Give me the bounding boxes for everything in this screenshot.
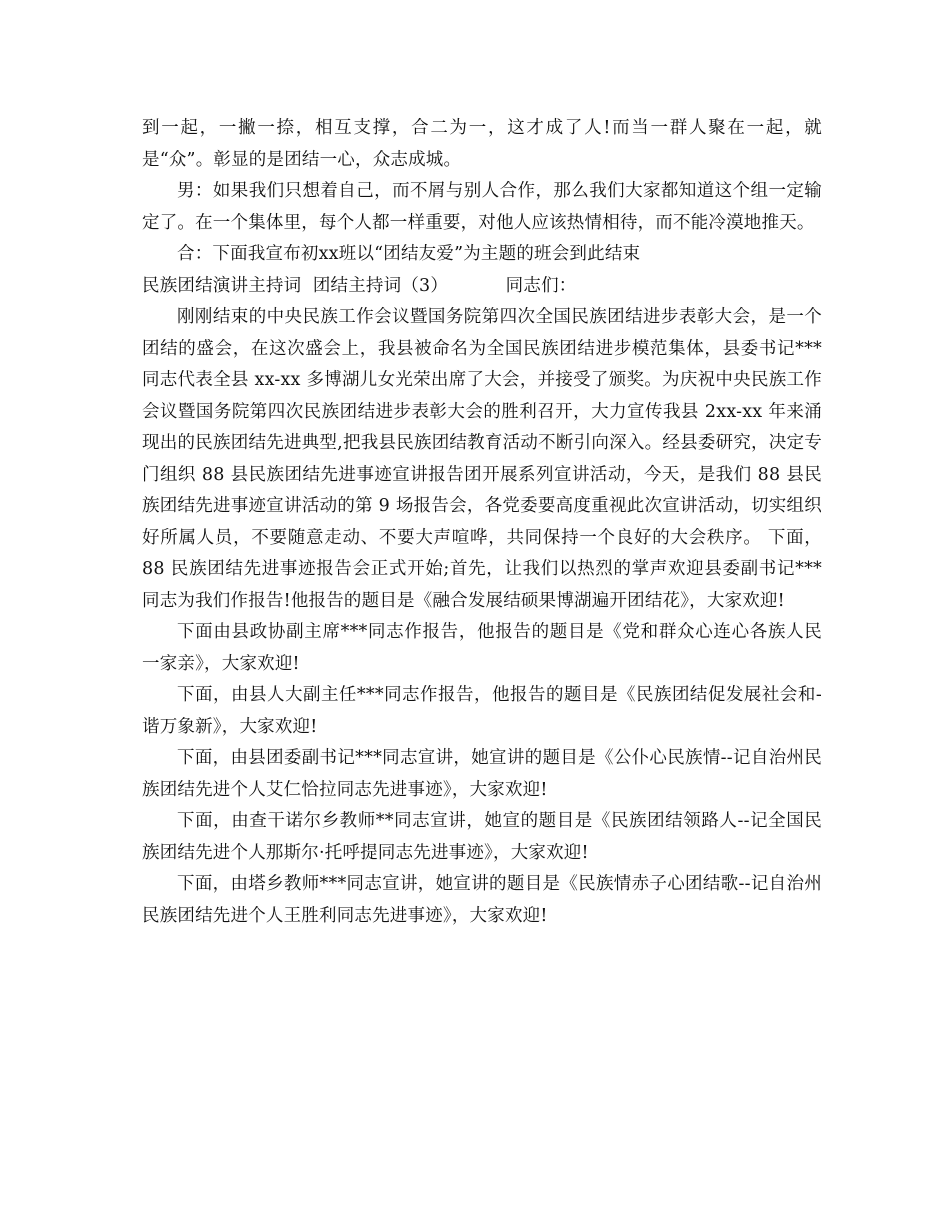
section-heading: 民族团结演讲主持词 团结主持词（3） 同志们： [142,275,577,296]
paragraph-continuation: 到一起，一撇一捺，相互支撑，合二为一，这才成了人!而当一群人聚在一起，就是“众”。彰显的是团结一心，众志成城。 [142,118,822,170]
paragraph-closing: 合：下面我宣布初xx班以“团结友爱”为主题的班会到此结束 [177,244,641,264]
paragraph-speaker-2: 下面由县政协副主席***同志作报告，他报告的题目是《党和群众心连心各族人民一家亲》，大家欢迎! [142,622,822,674]
paragraph-opening-speech: 刚刚结束的中央民族工作会议暨国务院第四次全国民族团结进步表彰大会，是一个团结的盛会，在这次盛会上，我县被命名为全国民族团结进步模范集体，县委书记***同志代表全县 xx-xx 多博湖儿女光荣出席了大会，并接受了颁奖。为庆祝中央民族工作会议暨国务院第四次民族团结进步表彰大会的胜利召开，大力宣传我县 2xx-xx 年来涌现出的民族团结先进典型,把我县民族团结教育活动不断引向深入。经县委研究，决定专门组织 88 县民族团结先进事迹宣讲报告团开展系列宣讲活动，今天，是我们 88 县民族团结先进事迹宣讲活动的第 9 场报告会，各党委要高度重视此次宣讲活动，切实组织好所属人员，不要随意走动、不要大声喧哗，共同保持一个良好的大会秩序。 下面，88 民族团结先进事迹报告会正式开始;首先，让我们以热烈的掌声欢迎县委副书记***同志为我们作报告!他报告的题目是《融合发展结硕果博湖遍开团结花》，大家欢迎! [142,307,822,611]
paragraph-speaker-6: 下面，由塔乡教师***同志宣讲，她宣讲的题目是《民族情赤子心团结歌--记自治州民族团结先进个人王胜利同志先进事迹》，大家欢迎! [142,874,822,926]
paragraph-speaker-4: 下面，由县团委副书记***同志宣讲，她宣讲的题目是《公仆心民族情--记自治州民族团结先进个人艾仁恰拉同志先进事迹》，大家欢迎! [142,748,822,800]
paragraph-male-speaker: 男：如果我们只想着自己，而不屑与别人合作，那么我们大家都知道这个组一定输定了。在一个集体里，每个人都一样重要，对他人应该热情相待，而不能冷漠地推天。 [142,181,822,233]
paragraph-speaker-3: 下面，由县人大副主任***同志作报告，他报告的题目是《民族团结促发展社会和-谐万象新》，大家欢迎! [142,685,822,737]
paragraph-speaker-5: 下面，由查干诺尔乡教师**同志宣讲，她宣的题目是《民族团结领路人--记全国民族团结先进个人那斯尔·托呼提同志先进事迹》，大家欢迎! [142,811,822,863]
document-body [142,113,822,932]
